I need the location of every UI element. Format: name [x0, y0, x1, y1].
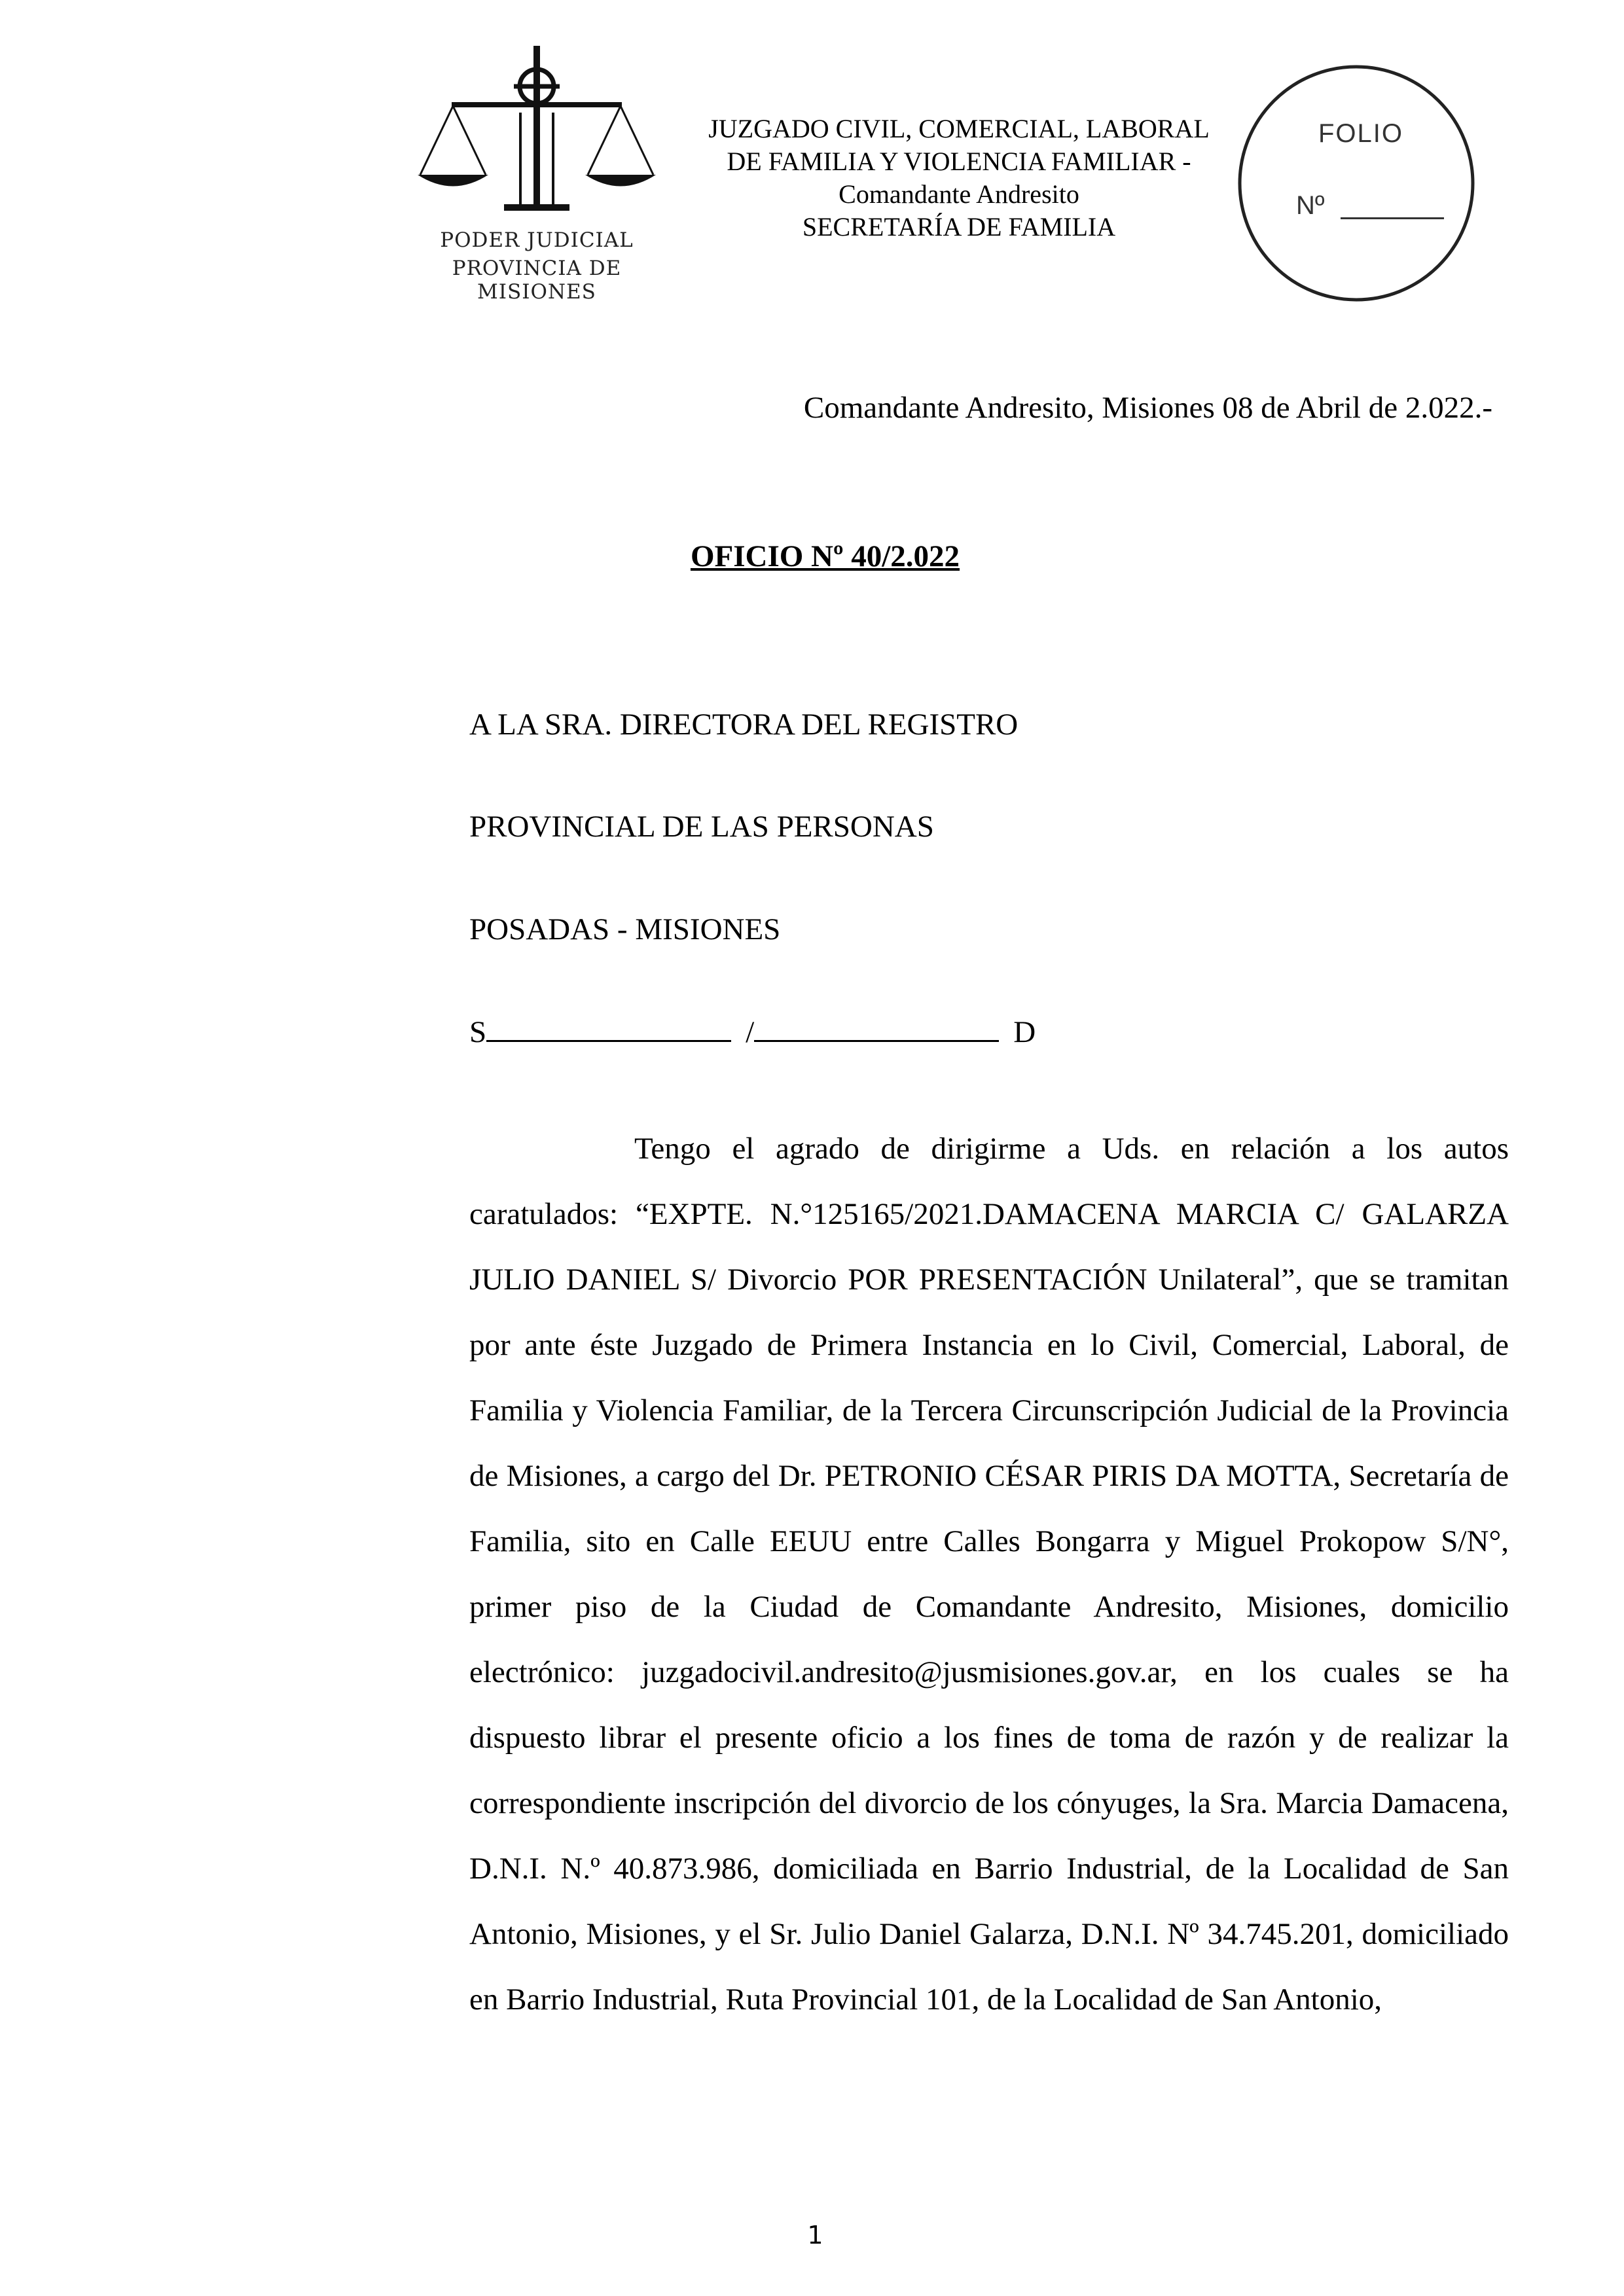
court-header-line: Comandante Andresito [839, 179, 1079, 209]
poder-judicial-logo [406, 41, 668, 304]
court-header [661, 113, 1257, 243]
scales-of-justice-icon [406, 41, 668, 224]
body-text [469, 1116, 1509, 2032]
folio-label: FOLIO [1318, 119, 1404, 148]
court-header-line: SECRETARÍA DE FAMILIA [802, 212, 1116, 242]
salutation-blank [754, 1015, 999, 1042]
salutation-start: S [469, 1015, 487, 1049]
addressee-line: A LA SRA. DIRECTORA DEL REGISTRO [469, 708, 1019, 742]
folio-number-line [1341, 217, 1444, 219]
document-date: Comandante Andresito, Misiones 08 de Abril de 2.022.- [803, 391, 1492, 425]
court-header-line: DE FAMILIA Y VIOLENCIA FAMILIAR - [727, 147, 1191, 176]
addressee-line: POSADAS - MISIONES [469, 912, 781, 946]
addressee-line: PROVINCIAL DE LAS PERSONAS [469, 810, 934, 844]
salutation-end: D [1013, 1015, 1036, 1049]
salutation-sep: / [746, 1015, 755, 1049]
body-paragraph: Tengo el agrado de dirigirme a Uds. en relación a los autos caratulados: “EXPTE. N.°125165/2021.DAMACENA MARCIA C/ GALARZA JULIO DANIEL S/ Divorcio POR PRESENTACIÓN Unilateral”, que se tramitan por ante éste Juzgado de Primera Instancia en lo Civil, Comercial, Laboral, de Familia y Violencia Familiar, de la Tercera Circunscripción Judicial de la Provincia de Misiones, a cargo del Dr. PETRONIO CÉSAR PIRIS DA MOTTA, Secretaría de Familia, sito en Calle EEUU entre Calles Bongarra y Miguel Prokopow S/N°, primer piso de la Ciudad de Comandante Andresito, Misiones, domicilio electrónico: juzgadocivil.andresito@jusmisiones.gov.ar, en los cuales se ha dispuesto librar el presente oficio a los fines de toma de razón y de realizar la correspondiente inscripción del divorcio de los cónyuges, la Sra. Marcia Damacena, D.N.I. N.º 40.873.986, domiciliada en Barrio Industrial, de la Localidad de San Antonio, Misiones, y el Sr. Julio Daniel Galarza, D.N.I. Nº 34.745.201, domiciliado en Barrio Industrial, Ruta Provincial 101, de la Localidad de San Antonio, [469, 1132, 1509, 2017]
folio-number-label: Nº [1296, 191, 1325, 220]
salutation-sd [469, 1014, 1036, 1050]
salutation-blank [486, 1015, 731, 1042]
logo-text-poder-judicial: PODER JUDICIAL [440, 228, 634, 252]
oficio-title: OFICIO Nº 40/2.022 [690, 539, 960, 573]
court-header-line: JUZGADO CIVIL, COMERCIAL, LABORAL [708, 114, 1210, 143]
page-number: 1 [807, 2221, 823, 2250]
logo-text-provincia: PROVINCIA DE MISIONES [452, 257, 622, 304]
folio-stamp [1236, 63, 1477, 304]
folio-circle-icon [1236, 63, 1477, 304]
